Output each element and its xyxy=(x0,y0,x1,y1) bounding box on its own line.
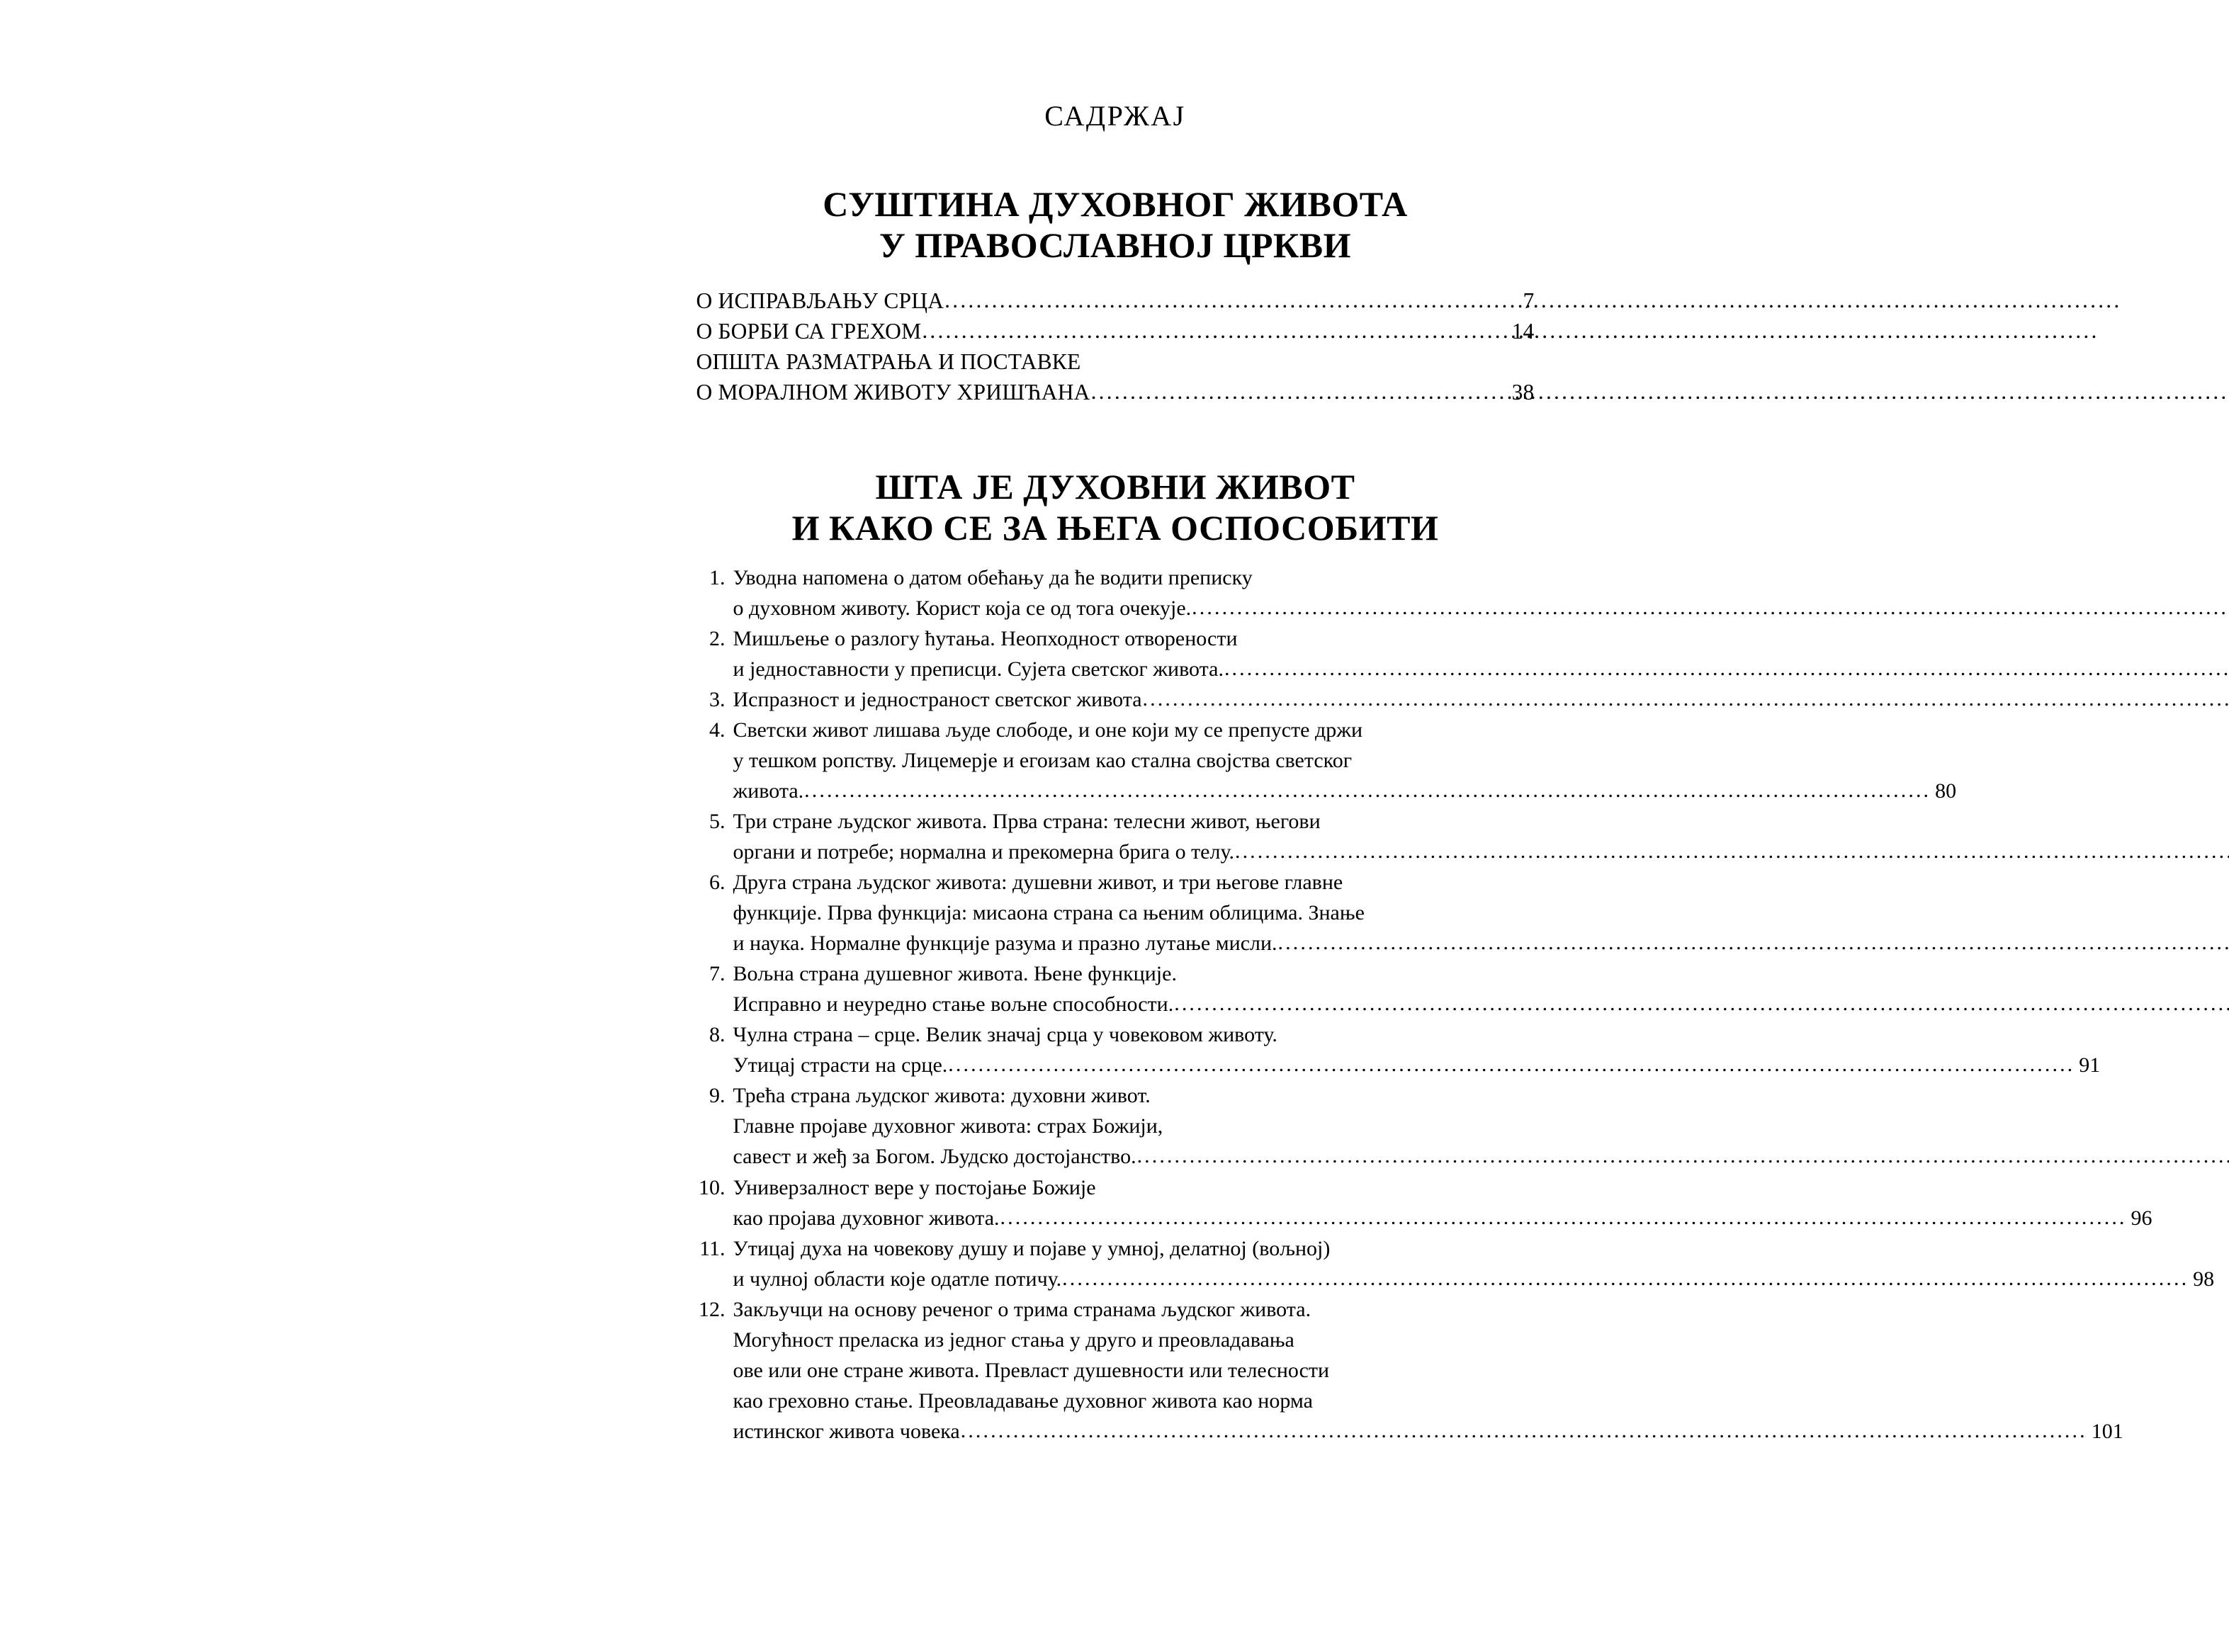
item-number: 12. xyxy=(699,1297,726,1321)
item-line: Вољна страна душевног живота. Њене функције. xyxy=(733,962,1177,986)
item-line: Утицај духа на човекову душу и појаве у умној, делатној (вољној) xyxy=(733,1236,1331,1260)
dot-leader xyxy=(804,780,1931,801)
list-item[interactable] xyxy=(696,1172,2152,1233)
dot-leader xyxy=(1174,993,2229,1014)
item-line: Друга страна људског живота: душевни живот, и три његове главне xyxy=(733,871,1343,895)
toc-entry[interactable] xyxy=(696,285,1535,316)
document-page xyxy=(603,0,2215,1652)
item-line: Утицај страсти на срце. xyxy=(733,1053,948,1077)
toc-entry-label: О ИСПРАВЉАЊУ СРЦА xyxy=(696,288,944,313)
item-page: 101 xyxy=(2091,1419,2123,1443)
item-number: 6. xyxy=(709,871,726,895)
toc-numbered-list xyxy=(696,562,2215,1447)
part-heading-2-line-2: И КАКО СЕ ЗА ЊЕГА ОСПОСОБИТИ xyxy=(791,507,1439,548)
part-heading-1-line-1: СУШТИНА ДУХОВНОГ ЖИВОТА xyxy=(823,184,1408,224)
list-item[interactable] xyxy=(696,1233,2215,1294)
item-number: 1. xyxy=(709,565,726,589)
item-number: 4. xyxy=(709,718,726,742)
dot-leader xyxy=(948,1054,2075,1075)
toc-entry-page: 14 xyxy=(1511,319,1535,344)
item-line: Универзалност вере у постојање Божије xyxy=(733,1175,1096,1199)
list-item[interactable] xyxy=(696,958,1535,1019)
toc-entry[interactable] xyxy=(696,346,1535,407)
dot-leader xyxy=(1278,932,2229,954)
part-heading-1-line-2: У ПРАВОСЛАВНОЈ ЦРКВИ xyxy=(879,225,1351,265)
item-line: и чулној области које одатле потичу. xyxy=(733,1267,1062,1291)
list-item[interactable] xyxy=(696,715,1957,806)
page-title: САДРЖАЈ xyxy=(1044,100,1186,132)
item-line: Мишљење о разлогу ћутања. Неопходност отворености xyxy=(733,626,1238,650)
list-item[interactable] xyxy=(696,1080,1535,1172)
list-item[interactable] xyxy=(696,1019,2101,1080)
list-item[interactable] xyxy=(696,867,1535,958)
dot-leader xyxy=(1235,841,2229,862)
item-page: 98 xyxy=(2193,1267,2215,1291)
item-line: истинског живота човека xyxy=(733,1419,960,1443)
item-line: и једноставности у преписци. Сујета светског живота. xyxy=(733,657,1224,681)
item-number: 7. xyxy=(709,962,726,986)
item-line: Закључци на основу реченог о трима странама људског живота. xyxy=(733,1297,1311,1321)
item-line: Три стране људског живота. Прва страна: телесни живот, његови xyxy=(733,809,1321,833)
part-heading-2 xyxy=(696,466,1535,548)
item-page: 80 xyxy=(1935,779,1957,803)
list-item[interactable] xyxy=(696,562,1535,623)
item-page: 96 xyxy=(2131,1206,2152,1230)
item-line: као греховно стање. Преовладавање духовног живота као норма xyxy=(733,1388,1313,1413)
item-line: Трећа страна људског живота: духовни живот. xyxy=(733,1084,1151,1108)
toc-entry-page: 38 xyxy=(1511,380,1535,405)
item-line: савест и жеђ за Богом. Људско достојанство. xyxy=(733,1145,1136,1169)
item-number: 10. xyxy=(699,1175,726,1199)
item-number: 9. xyxy=(709,1084,726,1108)
item-page: 91 xyxy=(2079,1053,2101,1077)
item-line: о духовном животу. Корист која се од тога очекује. xyxy=(733,596,1192,620)
dot-leader xyxy=(1091,380,1508,403)
list-item[interactable] xyxy=(696,1294,2123,1447)
part-heading-1 xyxy=(696,183,1535,266)
dot-leader xyxy=(1062,1268,2189,1289)
dot-leader xyxy=(1224,658,2229,679)
item-number: 2. xyxy=(709,626,726,650)
list-item[interactable] xyxy=(696,623,1535,684)
item-line: органи и потребе; нормална и прекомерна брига о телу. xyxy=(733,839,1234,864)
item-line: у тешком ропству. Лицемерје и егоизам као стална својства светског xyxy=(733,748,1353,772)
item-number: 3. xyxy=(709,687,726,711)
dot-leader xyxy=(1143,689,2229,710)
toc-entry-page: 7 xyxy=(1523,288,1535,313)
item-number: 8. xyxy=(709,1023,726,1047)
dot-leader xyxy=(944,289,1518,312)
item-line: Главне пројаве духовног живота: страх Божији, xyxy=(733,1114,1163,1138)
item-line: живота. xyxy=(733,779,804,803)
item-number: 11. xyxy=(699,1236,726,1260)
dot-leader xyxy=(1000,1207,2127,1228)
item-line: Светски живот лишава људе слободе, и оне који му се препусте држи xyxy=(733,718,1363,742)
toc-entry-label-line-2: О МОРАЛНОМ ЖИВОТУ ХРИШЋАНА xyxy=(696,380,1090,405)
toc-entry[interactable] xyxy=(696,316,1535,346)
item-line: Могућност преласка из једног стања у друго и преовладавања xyxy=(733,1328,1294,1352)
dot-leader xyxy=(1192,597,2229,618)
item-line: Исправно и неуредно стање вољне способности. xyxy=(733,992,1174,1017)
item-line: Уводна напомена о датом обећању да ће водити преписку xyxy=(733,565,1253,589)
dot-leader xyxy=(1137,1145,2229,1167)
item-line: Испразност и једностраност светског живота xyxy=(733,687,1142,711)
list-item[interactable] xyxy=(696,806,1535,867)
item-line: и наука. Нормалне функције разума и празно лутање мисли. xyxy=(733,932,1277,956)
dot-leader xyxy=(961,1420,2087,1442)
toc-content xyxy=(696,0,2215,1447)
item-line: ове или оне стране живота. Превласт душевности или телесности xyxy=(733,1358,1330,1382)
item-line: као пројава духовног живота. xyxy=(733,1206,1000,1230)
part-heading-2-line-1: ШТА ЈЕ ДУХОВНИ ЖИВОТ xyxy=(875,466,1355,507)
toc-entry-label-line-1: ОПШТА РАЗМАТРАЊА И ПОСТАВКЕ xyxy=(696,349,1081,375)
item-line: Чулна страна – срце. Велик значај срца у човековом животу. xyxy=(733,1023,1277,1047)
list-item[interactable] xyxy=(696,684,1535,715)
item-line: функције. Прва функција: мисаона страна са њеним облицима. Знање xyxy=(733,901,1365,925)
toc-entry-list-part-1 xyxy=(696,285,1535,408)
item-number: 5. xyxy=(709,809,726,833)
dot-leader xyxy=(922,319,1507,342)
toc-entry-label: О БОРБИ СА ГРЕХОМ xyxy=(696,319,922,344)
